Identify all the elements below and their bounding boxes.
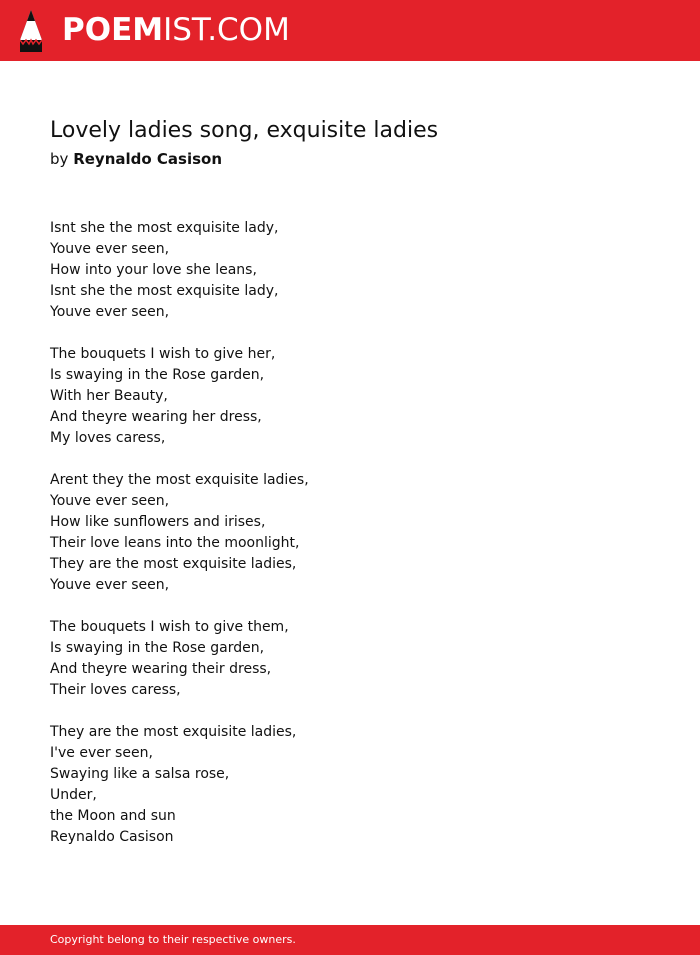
poem-line: Youve ever seen, bbox=[50, 304, 170, 320]
stanza bbox=[50, 344, 309, 449]
site-logo[interactable] bbox=[62, 12, 290, 48]
poem-line: And theyre wearing their dress, bbox=[50, 661, 272, 677]
poem-line: Is swaying in the Rose garden, bbox=[50, 640, 265, 656]
poem-line: They are the most exquisite ladies, bbox=[50, 724, 297, 740]
poem-line: The bouquets I wish to give her, bbox=[50, 346, 276, 362]
poem-line: Their loves caress, bbox=[50, 682, 181, 698]
poem-line: Swaying like a salsa rose, bbox=[50, 766, 230, 782]
poem-line: How like sunflowers and irises, bbox=[50, 514, 266, 530]
poem-line: The bouquets I wish to give them, bbox=[50, 619, 289, 635]
poem-line: Under, bbox=[50, 787, 97, 803]
poem-line: Youve ever seen, bbox=[50, 241, 170, 257]
site-header bbox=[0, 0, 700, 61]
byline bbox=[50, 149, 222, 169]
site-footer bbox=[0, 925, 700, 955]
poem-line: Reynaldo Casison bbox=[50, 829, 174, 845]
pencil-tip-icon[interactable] bbox=[18, 10, 44, 52]
poem-line: How into your love she leans, bbox=[50, 262, 257, 278]
stanza bbox=[50, 470, 309, 596]
author-name: Reynaldo Casison bbox=[73, 150, 223, 168]
poem-line: the Moon and sun bbox=[50, 808, 176, 824]
stanza bbox=[50, 722, 309, 848]
poem-line: I've ever seen, bbox=[50, 745, 153, 761]
poem-line: And theyre wearing her dress, bbox=[50, 409, 262, 425]
stanza bbox=[50, 617, 309, 701]
copyright-text: Copyright belong to their respective owners. bbox=[50, 933, 296, 946]
poem-line: Youve ever seen, bbox=[50, 493, 170, 509]
stanza bbox=[50, 218, 309, 323]
poem-line: Is swaying in the Rose garden, bbox=[50, 367, 265, 383]
poem-line: They are the most exquisite ladies, bbox=[50, 556, 297, 572]
poem-line: Their love leans into the moonlight, bbox=[50, 535, 300, 551]
logo-bold-text: POEM bbox=[62, 12, 164, 48]
poem-line: My loves caress, bbox=[50, 430, 166, 446]
poem-body bbox=[50, 218, 309, 869]
poem-line: Isnt she the most exquisite lady, bbox=[50, 283, 279, 299]
poem-line: Youve ever seen, bbox=[50, 577, 170, 593]
poem-line: With her Beauty, bbox=[50, 388, 168, 404]
by-label: by bbox=[50, 150, 69, 168]
logo-light-text: IST.COM bbox=[163, 12, 290, 48]
poem-line: Isnt she the most exquisite lady, bbox=[50, 220, 279, 236]
poem-line: Arent they the most exquisite ladies, bbox=[50, 472, 309, 488]
poem-title: Lovely ladies song, exquisite ladies bbox=[50, 118, 439, 143]
